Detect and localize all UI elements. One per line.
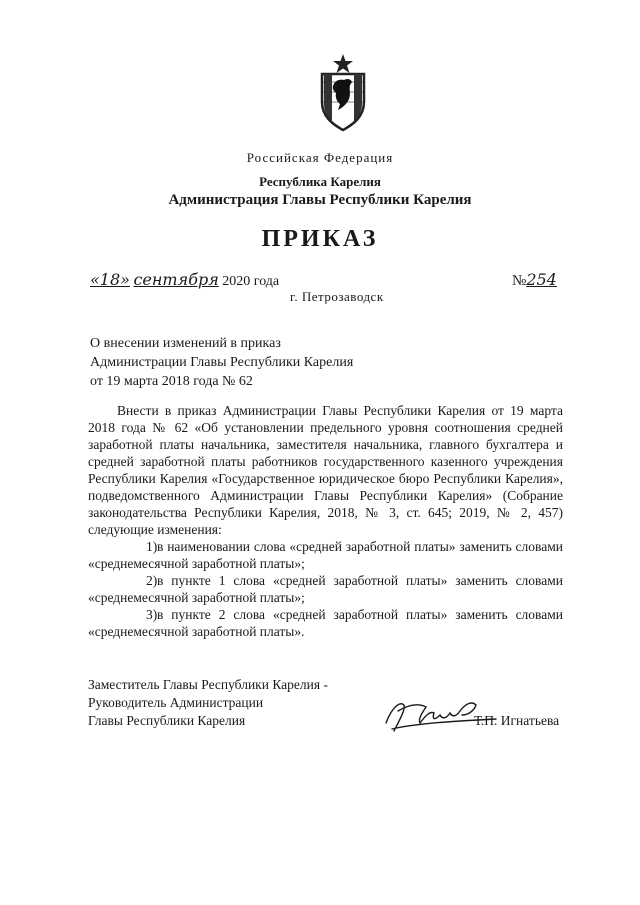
- date-year: 2020 года: [222, 274, 280, 289]
- date-close-quote: »: [120, 270, 130, 289]
- item-text: в пункте 2 слова «средней заработной платы» заменить словами «среднемесячной заработной платы».: [88, 607, 563, 639]
- subject-line: от 19 марта 2018 года № 62: [90, 374, 253, 389]
- document-date: [90, 270, 279, 290]
- date-month: сентября: [133, 270, 219, 289]
- administration-name: Администрация Главы Республики Карелия: [168, 192, 472, 208]
- city-name: г. Петрозаводск: [290, 289, 384, 304]
- item-number: 3): [146, 607, 158, 622]
- list-item: [88, 572, 563, 606]
- item-text: в наименовании слова «средней заработной платы» заменить словами «среднемесячной заработной платы»;: [88, 539, 563, 571]
- subject-line: О внесении изменений в приказ: [90, 336, 281, 351]
- item-number: 1): [146, 539, 158, 554]
- document-number: [512, 270, 557, 290]
- number-value: 254: [526, 270, 557, 289]
- role-line: Заместитель Главы Республики Карелия -: [88, 677, 328, 692]
- document-body: [88, 402, 563, 640]
- date-open-quote: «: [90, 270, 100, 289]
- item-text: в пункте 1 слова «средней заработной платы» заменить словами «среднемесячной заработной платы»;: [88, 573, 563, 605]
- document-title: ПРИКАЗ: [261, 226, 379, 252]
- karelia-coat-of-arms-icon: [316, 52, 370, 132]
- item-number: 2): [146, 573, 158, 588]
- list-item: [88, 538, 563, 572]
- country-name: Российская Федерация: [246, 150, 394, 165]
- republic-name: Республика Карелия: [259, 174, 381, 189]
- document-subject: [90, 334, 353, 391]
- role-line: Руководитель Администрации: [88, 695, 264, 710]
- body-intro: Внести в приказ Администрации Главы Республики Карелия от 19 марта 2018 года № 62 «Об установлении предельного уровня соотношения средней заработной платы начальника, заместителя начальника, главного бухгалтера и средней заработной платы работников государственного казенного учреждения Республики Карелия «Государственное юридическое бюро Республики Карелия», подведомственного Администрации Главы Республики Карелия» (Собрание законодательства Республики Карелия, 2018, № 3, ст. 645; 2019, № 2, 457) следующие изменения:: [88, 403, 563, 537]
- signatory-name: Т.П. Игнатьева: [474, 713, 560, 728]
- signatory-role: [88, 676, 328, 730]
- list-item: [88, 606, 563, 640]
- number-prefix: №: [512, 273, 527, 289]
- subject-line: Администрации Главы Республики Карелия: [90, 355, 354, 370]
- role-line: Главы Республики Карелия: [88, 713, 246, 728]
- date-day: 18: [99, 270, 121, 289]
